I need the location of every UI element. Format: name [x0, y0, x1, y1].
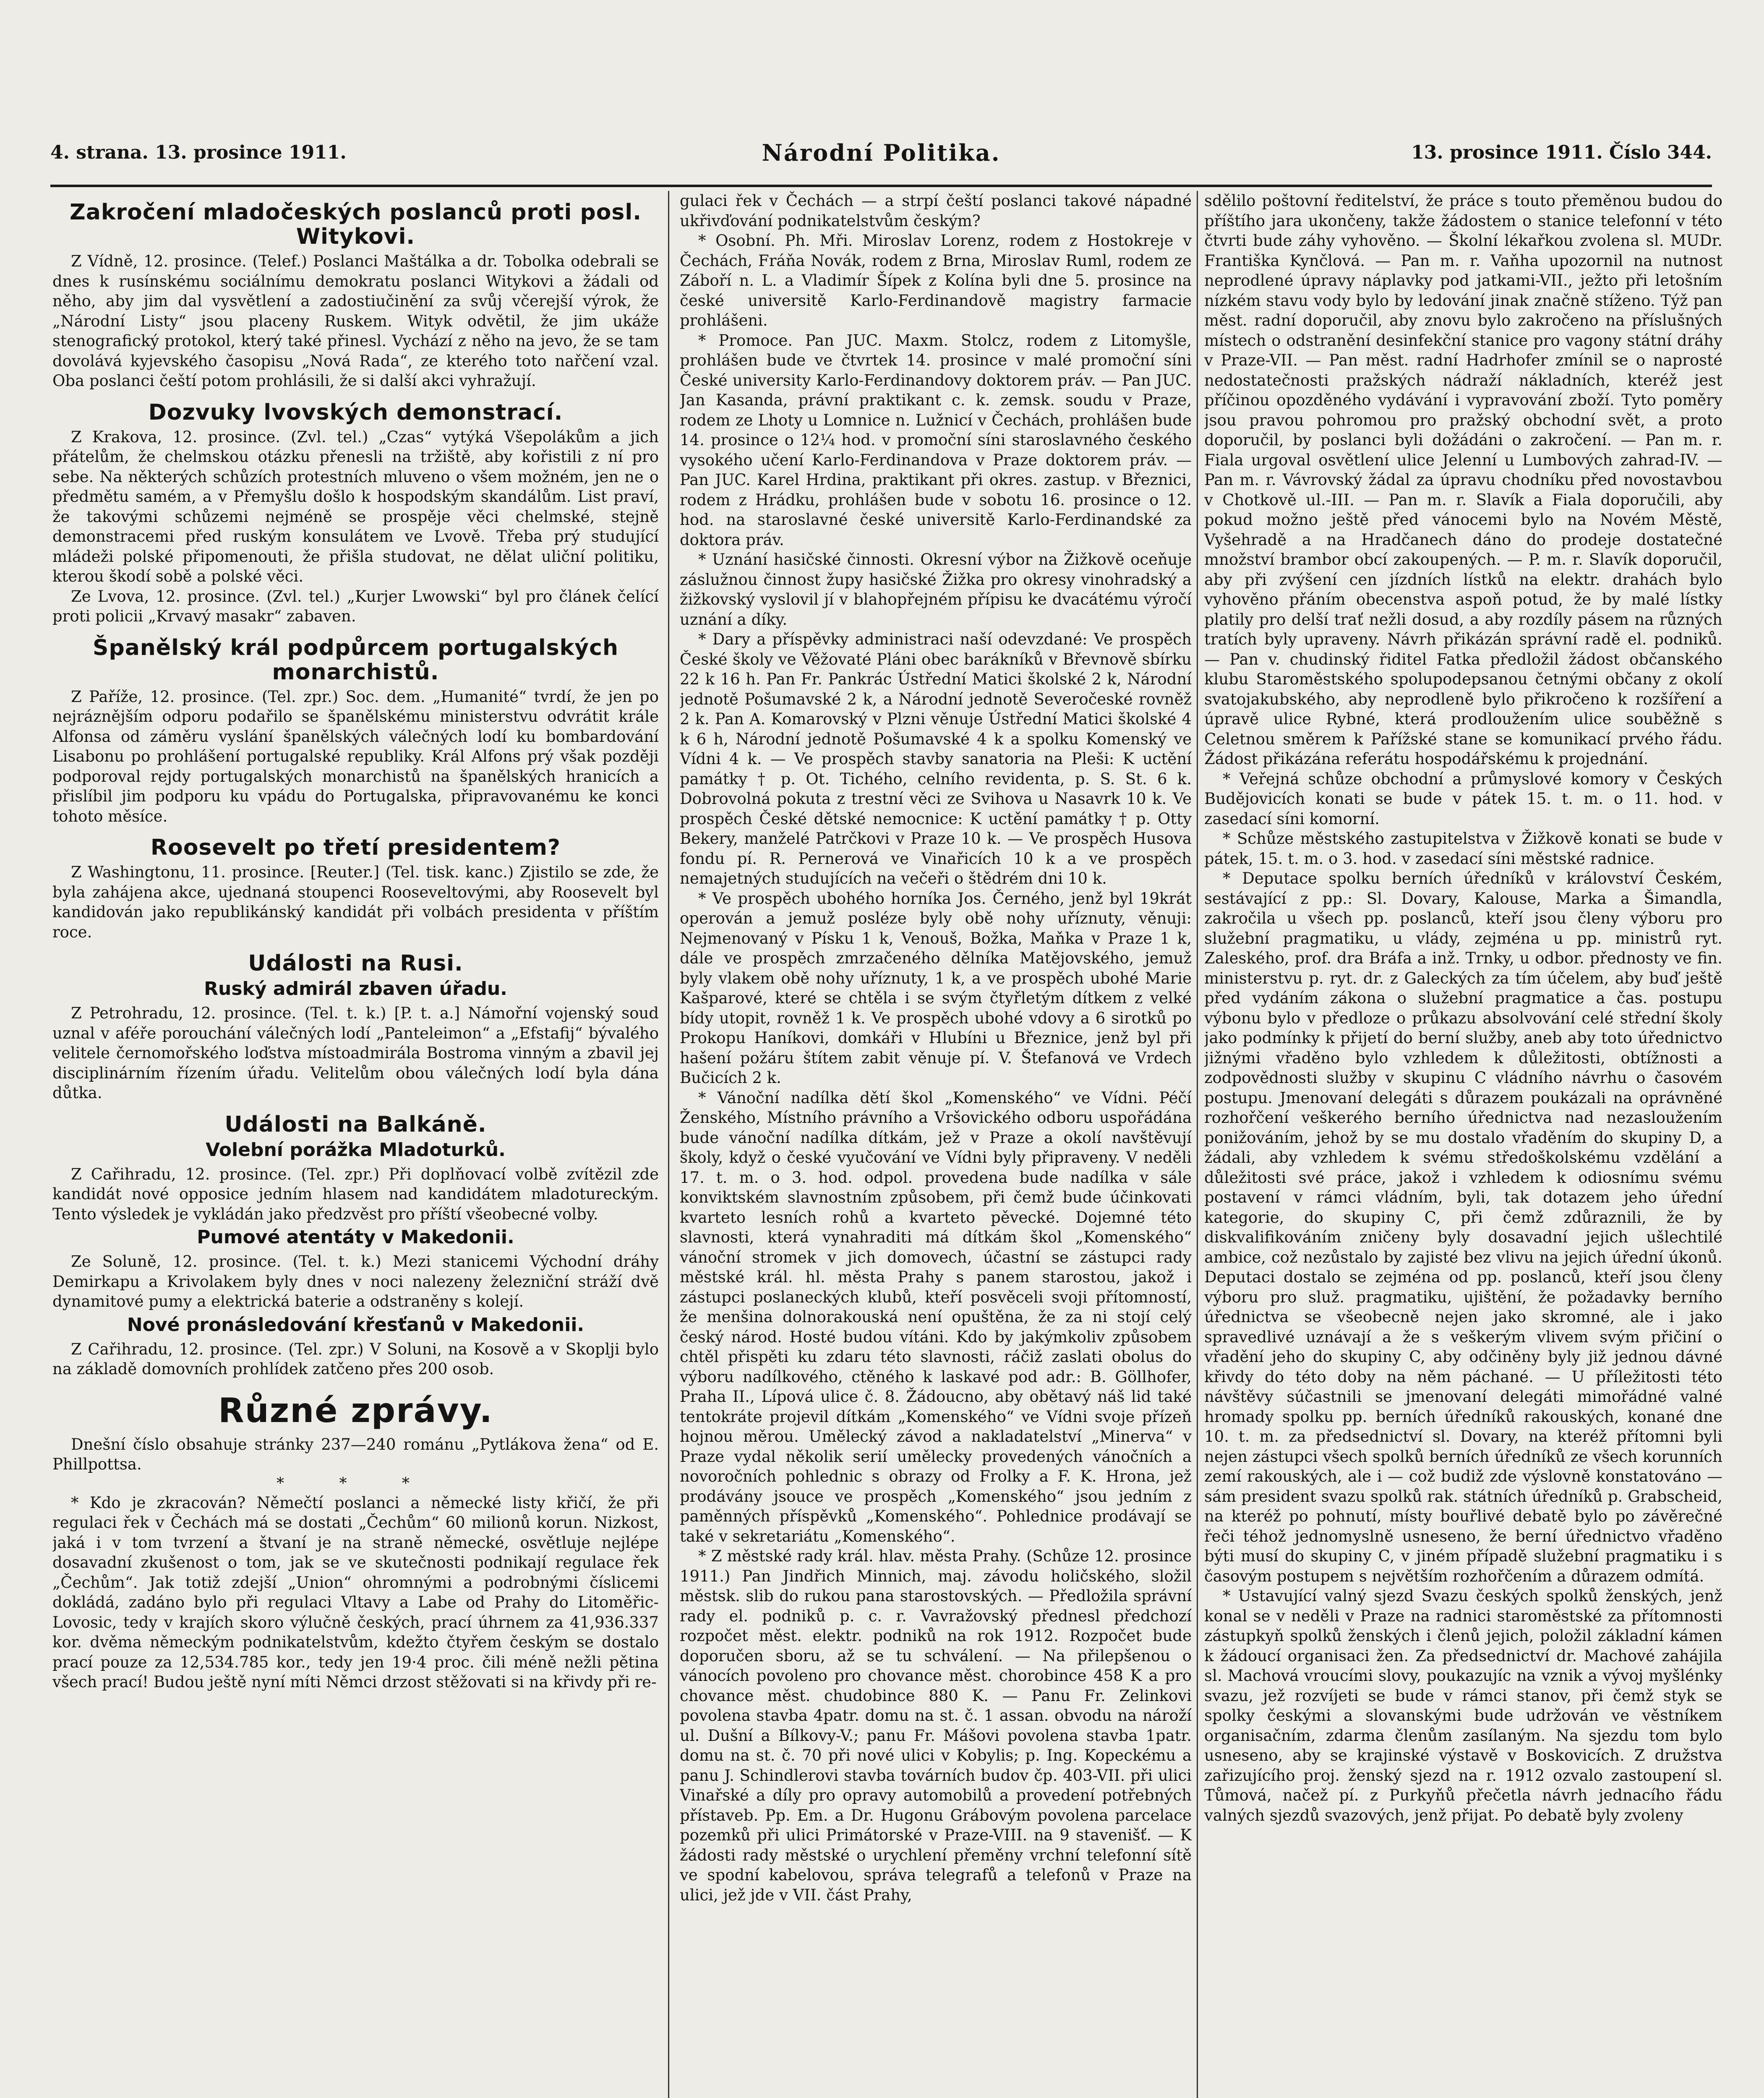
news-item: * Ve prospěch ubohého horníka Jos. Černého, jenž byl 19krát operován a jemuž posléze byly obě nohy uříznuty, věnuji: Nejmenovaný v Písku 1 k, Venouš, Božka, Maňka v Praze 1 k, dále ve prospěch zmrzačeného dělníka Matějovského, jemuž byly vlakem obě nohy uříznuty, 1 k, a ve prospěch ubohé Marie Kašparové, které se chtěla i se svým čtyřletým dítkem z velké bídy utopit, rovněž 1 k. Ve prospěch ubohé vdovy a 6 sirotků po Prokopu Haníkovi, domkáři v Hlubíni u Březnice, jenž byl při hašení požáru štítem zabit věnuje pí. V. Štefanová ve Vrdech Bučicích 2 k. [680, 889, 1192, 1087]
separator-stars: * * * [277, 1474, 435, 1492]
article-text: Z Paříže, 12. prosince. (Tel. zpr.) Soc. dem. „Humanité“ tvrdí, že jen po nejráznějším odporu podařilo se španělskému ministerstvu odvrátit krále Alfonsa od záměru vyslání španělských válečných lodí ku bombardování Lisabonu po prohlášení portugalské republiky. Král Alfons prý však později podporoval rejdy portugalských monarchistů na španělských hranicích a přislíbil jim podporu ku vpádu do Portugalska, připravovanému ke konci tohoto měsíce. [52, 687, 659, 825]
section-heading-various-news: Různé zprávy. [218, 1391, 493, 1430]
news-item: * Osobní. Ph. Mři. Miroslav Lorenz, rodem z Hostokreje v Čechách, Fráňa Novák, rodem z Brna, Miroslav Ruml, rodem ze Záboří n. L. a Vladimír Šípek z Kolína byli dne 5. prosince na české universitě Karlo-Ferdinandově magistry farmacie prohlášeni. [680, 232, 1192, 329]
subheadline-bombs: Pumové atentáty v Makedonii. [197, 1226, 514, 1248]
news-item: gulaci řek v Čechách — a strpí čeští poslanci takové nápadné ukřivďování podnikatelstvům českým? [680, 192, 1192, 230]
news-item: * Vánoční nadílka dětí škol „Komenského“ ve Vídni. Péčí Ženského, Místního právního a Vršovického odboru uspořádána bude vánoční nadílka dítkám, jež v Praze a okolí navštěvují školy, když o české vyučování ve Vídni byly připraveny. V neděli 17. t. m. o 3. hod. odpol. provedena bude nadílka v sále konviktském slavnostním způsobem, při čemž bude účinkovati kvarteto lesních rohů a kvarteto pěvecké. Dojemné této slavnosti, která vynahraditi má dítkám škol „Komenského“ vánoční stromek v jich domovech, účastní se zástupci rady městské král. hl. města Prahy s panem starostou, jakož i zástupci poslaneckých klubů, kteří posvěceli svoji přítomností, že menšina dolnorakouská není opuštěna, že za ni stojí celý český národ. Hosté budou vítáni. Kdo by jakýmkoliv způsobem chtěl přispěti ku zdaru této slavnosti, ráčiž zaslati obolus do výboru nadílkového, ctěného k laskavé pod adr.: B. Göllhofer, Praha II., Lípová ulice č. 8. Žádoucno, aby obětavý náš lid také tentokráte projevil dítkám „Komenského“ ve Vídni svoje přízeň hojnou měrou. Umělecký závod a nakladatelství „Minerva“ v Praze vydal několik serií umělecky provedených vánočních a novoročních pohlednic s obrazy od Frolky a F. K. Hrona, jež prodávány jsouce ve prospěch „Komenského“ jsou jedním z paměnných příspěvků „Komenského“. Pohlednice prodávají se také v sekretariátu „Komenského“. [680, 1088, 1192, 1545]
news-item: * Uznání hasičské činnosti. Okresní výbor na Žižkově oceňuje záslužnou činnost župy hasičské Žižka pro okresy vinohradský a žižkovský vyslovil jí v blahopřejném přípisu ke dvacátému výročí uznání a díky. [680, 551, 1192, 629]
subheadline-admiral: Ruský admirál zbaven úřadu. [204, 978, 507, 999]
column-rule-1 [668, 191, 669, 2098]
page-number-date: 4. strana. 13. prosince 1911. [50, 142, 347, 163]
article-text: Ze Soluně, 12. prosince. (Tel. t. k.) Mezi stanicemi Východní dráhy Demirkapu a Krivolakem byly dnes v noci nalezeny železniční stráží dvě dynamitové pumy a elektrická baterie a odstraněny s kolejí. [52, 1253, 659, 1310]
headline-balkans: Události na Balkáně. [224, 1112, 487, 1137]
subheadline-election: Volební porážka Mladoturků. [206, 1139, 506, 1161]
column-1 [52, 191, 659, 2098]
newspaper-title: Národní Politika. [762, 139, 1001, 166]
news-item: * Ustavující valný sjezd Svazu českých spolků ženských, jenž konal se v neděli v Praze na radnici staroměstské za přítomnosti zástupkyň spolků ženských i členů jejich, položil základní kámen k žádoucí organisaci žen. Za předsednictví dr. Machové zahájila sl. Machová vroucími slovy, poukazujíc na vznik a vývoj myšlénky svazu, jež rozvíjeti se bude v rámci stanov, při čemž styk se spolky českými a slovanskými bude udržován ve věstníkem organisačním, zdarma členům zasílaným. Na sjezdu tom bylo usneseno, aby se krajinské výstavě v Boskovicích. Z družstva zařizujícího proj. ženský sjezd na r. 1912 ozvalo zastoupení sl. Tůmová, načež pí. z Purkyňů přečetla návrh jednacího řádu valných sjezdů svazových, jenž přijat. Po debatě byly zvoleny [1204, 1587, 1722, 1824]
article-text: Z Krakova, 12. prosince. (Zvl. tel.) „Czas“ vytýká Všepolákům a jich přátelům, že chelmskou otázku přenesli na tržiště, aby kořistili z ní pro sebe. Na některých schůzích protestních mluveno o všem možném, jen ne o předmětu samém, a v Přemyšlu došlo k hospodským skandálům. List praví, že takovými schůzemi nejméně se prospěje věci chelmské, stejně demonstracemi před ruským konsulátem ve Lvově. Třeba prý studující mládeži polské připomenouti, že přišla studovat, ne dělat uliční politiku, kterou škodí sobě a polské věci. [52, 428, 659, 585]
headline-lvov: Dozvuky lvovských demonstrací. [148, 399, 563, 425]
column-rule-2 [1197, 191, 1198, 2098]
news-item: * Promoce. Pan JUC. Maxm. Stolcz, rodem z Litomyšle, prohlášen bude ve čtvrtek 14. prosince v malé promoční síni České university Karlo-Ferdinandovy doktorem práv. — Pan JUC. Jan Kasanda, právní praktikant c. k. zemsk. soudu v Praze, rodem ze Lhoty u Lomnice n. Lužnicí v Čechách, prohlášen bude 14. prosince o 12¼ hod. v promoční síni staroslavného českého vysokého učení Karlo-Ferdinandova v Praze doktorem práv. — Pan JUC. Karel Hrdina, praktikant při okres. zastup. v Březnici, rodem z Hrádku, prohlášen bude v sobotu 16. prosince o 12. hod. na staroslavné české universitě Karlo-Ferdinandské za doktora práv. [680, 331, 1192, 549]
news-item: * Deputace spolku berních úředníků v království Českém, sestávající z pp.: Sl. Dovary, Kalouse, Marka a Šimandla, zakročila u všech pp. poslanců, kteří jsou členy výboru pro služební pragmatiku, u vlády, zejména u pp. ministrů ryt. Zaleského, prof. dra Bráfa a inž. Trnky, u odbor. přednosty ve fin. ministerstvu p. ryt. dr. z Galeckých za tím účelem, aby buď ještě před vydáním zákona o služební pragmatice a čas. postupu výbonu bylo v předloze o průkazu absolvování celé střední školy jako podmínky k přijetí do berní služby, aneb aby toto úřednictvo jižnými vřaděno bylo vzhledem k důležitosti, obtížnosti a zodpovědnosti služby v skupinu C vládního návrhu o časovém postupu. Jmenovaní delegáti s důrazem poukázali na oprávněné rozhořčení veškerého berního úřednictva nad nezasloužením ponižováním, jehož by se mu dostalo vřaděním do skupiny D, a žádali, aby vzhledem k svému středoškolskému vzdělání a důležitosti své práce, jakož i vzhledem k odiosnímu svému postavení v rámci vládním, byli, tak dotazem jeho úřední kategorie, do skupiny C, při čemž zdůraznili, že by diskvalifikováním zničeny byly dosavadní jejich ušlechtilé ambice, což nezůstalo by zajisté bez vlivu na jejich úřední úkonů. Deputaci dostalo se zejména od pp. poslanců, kteří jsou členy výboru pro služ. pragmatiku, ujištění, že požadavky berního úřednictva se všeobecně nejen jako skromné, ale i jako spravedlivé uznávají a že s veškerým vlivem svým přičiní o vřadění jeho do skupiny C, aby odčiněny byly již jednou dávné křivdy do této doby na něm páchané. — U příležitosti této návštěvy súčastnili se jmenovaní delegáti mimořádné valné hromady spolku pp. berních úředníků rakouských, konané dne 10. t. m. za předsednictví sl. Dovary, na kteréž přítomni byli nejen zástupci všech spolků berních úředníků ze všech korunních zemí rakouských, ale i — což budiž zde výslovně konstatováno — sám president svazu spolků rak. státních úředníků p. Grabscheid, na kteréž po pohnutí, místy bouřlivé debatě bylo po závěrečné řeči téhož jednomyslně usneseno, že berní úřednictvo vřaděno býti musí do skupiny C, v jiném případě služební pragmatiku i s časovým postupem s největším rozhořčením a důrazem odmítá. [1204, 869, 1722, 1585]
subheadline-persecution: Nové pronásledování křesťanů v Makedonii. [127, 1314, 585, 1336]
article-text: Dnešní číslo obsahuje stránky 237—240 románu „Pytlákova žena“ od E. Phillpottsa. [52, 1435, 659, 1473]
news-item: * Schůze městského zastupitelstva v Žižkově konati se bude v pátek, 15. t. m. o 3. hod. v zasedací síni městské radnice. [1204, 830, 1722, 868]
article-text: Z Cařihradu, 12. prosince. (Tel. zpr.) Při doplňovací volbě zvítězil zde kandidát nové opposice jedním hlasem nad kandidátem mladotureckým. Tento výsledek je vykládán jako předzvěst pro příští všeobecné volby. [52, 1165, 659, 1223]
headline-spanish-king: Španělský král podpůrcem portugalských monarchistů. [93, 635, 618, 685]
news-item: * Veřejná schůze obchodní a průmyslové komory v Českých Budějovicích konati se bude v pátek 15. t. m. o 11. hod. v zasedací síni komorní. [1204, 770, 1722, 828]
article-text: Z Washingtonu, 11. prosince. [Reuter.] (Tel. tisk. kanc.) Zjistilo se zde, že byla zahájena akce, ujednaná stoupenci Rooseveltovými, aby Roosevelt byl kandidován jako republikánský kandidát při volbách presidenta v příštím roce. [52, 863, 659, 941]
news-item: * Dary a příspěvky administraci naší odevzdané: Ve prospěch České školy ve Věžovaté Pláni obec barákníků v Břevnově sbírku 22 k 16 h. Pan Fr. Pankrác Ústřední Matici školské 2 k, Národní jednotě Pošumavské 2 k, a Národní jednotě Severočeské rovněž 2 k. Pan A. Komarovský v Plzni věnuje Ústřední Matici školské 4 k 6 h, Národní jednotě Pošumavské 4 k a spolku Komenský ve Vídni 4 k. — Ve prospěch stavby sanatoria na Pleši: K uctění památky † p. Ot. Tichého, celního revidenta, p. S. St. 6 k. Dobrovolná pokuta z trestní věci ze Svihova u Nasavrk 10 k. Ve prospěch České dětské nemocnice: K uctění památky † p. Otty Bekery, manželé Patrčkovi v Praze 10 k. — Ve prospěch Husova fondu pí. R. Pernerová ve Vinařicích 10 k a ve prospěch nemajetných studujících na večeři o štědrém dni 10 k. [680, 630, 1192, 887]
headline-witykovi: Zakročení mladočeských poslanců proti posl. Witykovi. [70, 200, 642, 249]
column-2 [680, 191, 1192, 2098]
article-text: Z Petrohradu, 12. prosince. (Tel. t. k.) [P. t. a.] Námořní vojenský soud uznal v aféře porouchání válečných lodí „Panteleimon“ a „Efstafij“ bývalého velitele černomořského loďstva místoadmirála Bostroma vinným a zbavil jej disciplinárním řízením úřadu. Velitelům obou válečných lodí byla dána důtka. [52, 1004, 659, 1102]
article-text: Z Cařihradu, 12. prosince. (Tel. zpr.) V Soluni, na Kosově a v Skoplji bylo na základě domovních prohlídek zatčeno přes 200 osob. [52, 1340, 659, 1378]
article-text: Z Vídně, 12. prosince. (Telef.) Poslanci Maštálka a dr. Tobolka odebrali se dnes k rusínskému sociálnímu demokratu poslanci Witykovi a žádali od něho, aby jim dal vysvětlení a zadostiučinění za svůj včerejší výrok, že „Národní Listy“ jsou placeny Ruskem. Wityk odvětil, že jim ukáže stenografický protokol, který také přinesl. Vychází z něho na jevo, že se tam dovolává kyjevského časopisu „Nová Rada“, ze kterého toto nařčení vzal. Oba poslanci čeští potom prohlásili, že si další akci vyhražují. [52, 252, 659, 390]
headline-russia: Události na Rusi. [248, 951, 463, 976]
page-header [50, 138, 1712, 187]
news-item: sdělilo poštovní ředitelství, že práce s touto přeměnou budou do příštího jara ukončeny, takže žádostem o stanice telefonní v této čtvrti bude záhy vyhověno. — Školní lékařkou zvolena sl. MUDr. Františka Kynčlová. — Pan m. r. Vaňha upozornil na nutnost neprodlené úpravy náplavky pod jatkami-VII., ježto při letošním nízkém stavu vody bylo by ledování jinak značně stíženo. Týž pan měst. radní doporučil, aby znovu bylo zakročeno na příslušných místech o odstranění desinfekční stanice pro vagony státní dráhy v Praze-VII. — Pan měst. radní Hadrhofer zmínil se o naprosté nedostatečnosti pražských nádraží nákladních, kteréž jest příčinou opozděného vydávání i vypravování zboží. Tyto poměry jsou pravou pohromou pro pražský obchodní svět, a proto doporučil, by poslanci byli dožádáni o zakročení. — Pan m. r. Fiala urgoval osvětlení ulice Jelenní u Lumbových zahrad-IV. — Pan m. r. Vávrovský žádal za úpravu chodníku před novostavbou v Chotkově ul.-III. — Pan m. r. Slavík a Fiala doporučili, aby pokud možno ještě před vánocemi bylo na Novém Městě, Vyšehradě a na Hradčanech dáno do prodeje dostatečné množství brambor obcí zakoupených. — P. m. r. Slavík doporučil, aby při zvýšení cen jízdních lístků na elektr. drahách bylo vyhověno přáním obecenstva aspoň potud, že by malé lístky platily pro delší trať nežli dosud, a aby rozdíly pásem na různých tratích byly upraveny. Návrh přikázán správní radě el. podniků. — Pan v. chudinský řiditel Fatka předložil žádost občanského klubu Staroměstského spolupodepsanou četnými občany z okolí svatojakubského, aby neprodleně bylo přikročeno k rozšíření a úpravě ulice Rybné, která prodloužením ulice souběžně s Celetnou směrem k Pařížské stane se komunikací prvého řádu. Žádost přikázána referátu hospodářskému k projednání. [1204, 192, 1722, 768]
article-text: Ze Lvova, 12. prosince. (Zvl. tel.) „Kurjer Lwowski“ byl pro článek čelící proti policii „Krvavý masakr“ zabaven. [52, 587, 659, 625]
issue-date-number: 13. prosince 1911. Číslo 344. [1411, 142, 1712, 163]
news-item: * Z městské rady král. hlav. města Prahy. (Schůze 12. prosince 1911.) Pan Jindřich Minnich, maj. závodu holičského, složil městsk. slib do rukou pana starostovských. — Předložila správní rady el. podniků p. c. r. Vavražovský přednesl předchozí rozpočet měst. elektr. podniků na rok 1912. Rozpočet bude doporučen sboru, až se tu schválení. — Na přilepšenou o vánocích povoleno pro chovance měst. chorobince 458 K a pro chovance měst. chudobince 880 K. — Panu Fr. Zelinkovi povolena stavba 4patr. domu na st. č. 1 assan. obvodu na nároží ul. Dušní a Bílkovy-V.; panu Fr. Mášovi povolena stavba 1patr. domu na st. č. 70 při nové ulici v Kobylis; p. Ing. Kopeckému a panu J. Schindlerovi stavba továrních budov čp. 403-VII. při ulici Vinařské a díly pro opravy automobilů a provedení potřebných přístaveb. Pp. Em. a Dr. Hugonu Grábovým povolena parcelace pozemků při ulici Primátorské v Praze-VIII. na 9 stavenišť. — K žádosti rady městské o urychlení přeměny vrchní telefonní sítě ve spodní kabelovou, správa telegrafů a telefonů v Praze na ulici, jež jde v VII. část Prahy, [680, 1547, 1192, 1904]
news-item: * Kdo je zkracován? Němečtí poslanci a německé listy křičí, že při regulaci řek v Čechách má se dostati „Čechům“ 60 milionů korun. Nizkost, jaká i v tom tvrzení a štvaní je na straně německé, osvětluje nejlépe dosavadní zkušenost o tom, jak se ve skutečnosti podnikají regulace řek „Čechům“. Jak totiž zdejší „Union“ ohromnými a podrobnými číslicemi dokládá, zadáno bylo při regulaci Vltavy a Labe od Prahy do Litoměřic-Lovosic, tedy v krajích skoro výlučně českých, prací úhrnem za 41,936.337 kor. dvěma německým podnikatelstvům, kdežto čtyřem českým se dostalo prací pouze za 12,534.785 kor., tedy jen 19·4 proc. čili méně nežli pětina všech prací! Budou ještě nyní míti Němci drzost stěžovati si na křivdy při re- [52, 1493, 659, 1691]
column-3 [1204, 191, 1722, 2098]
headline-roosevelt: Roosevelt po třetí presidentem? [150, 835, 561, 860]
